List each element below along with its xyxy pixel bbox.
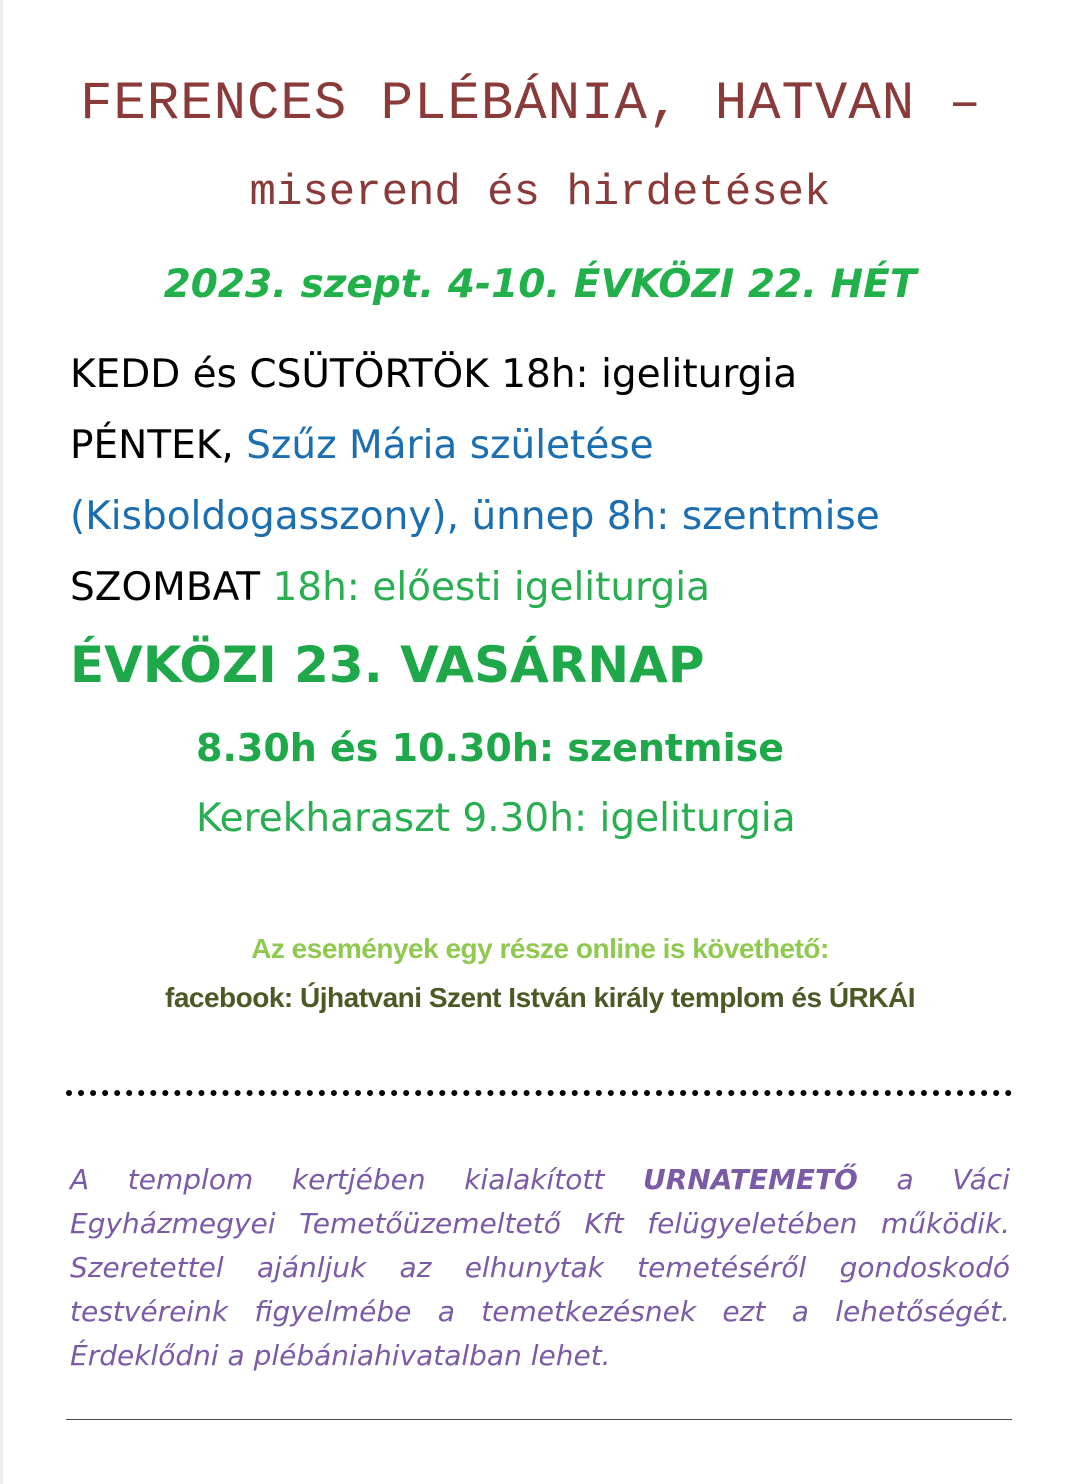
urn-cemetery-notice [70, 1158, 1010, 1378]
notice-text-rest: a Váci Egyházmegyei Temetőüzemeltető Kft felügyeletében működik. Szeretettel ajánljuk az elhunytak temetéséről gondoskodó testvéreink figyelmébe a temetkezésnek ezt a lehetőségét. Érdeklődni a plébániahivatalban lehet. [70, 1163, 1011, 1372]
online-notice: Az események egy része online is követhető: [251, 933, 829, 964]
saturday-day-label: SZOMBAT [70, 565, 273, 610]
notice-text-start: A templom kertjében kialakított [70, 1163, 644, 1196]
sunday-mass-times: 8.30h és 10.30h: szentmise [196, 726, 785, 770]
page-edge [0, 0, 3, 1484]
page-title: FERENCES PLÉBÁNIA, HATVAN – [80, 74, 982, 135]
sunday-heading: ÉVKÖZI 23. VASÁRNAP [70, 636, 705, 694]
schedule-saturday [70, 565, 710, 610]
schedule-friday [70, 423, 654, 468]
notice-emphasis: URNATEMETŐ [643, 1163, 858, 1196]
page-subtitle: miserend és hirdetések [249, 168, 831, 218]
schedule-friday-detail: (Kisboldogasszony), ünnep 8h: szentmise [70, 494, 880, 539]
kerekharaszt-service: Kerekharaszt 9.30h: igeliturgia [196, 796, 796, 841]
facebook-info: facebook: Újhatvani Szent István király templom és ÚRKÁI [165, 982, 915, 1013]
week-heading: 2023. szept. 4-10. ÉVKÖZI 22. HÉT [163, 262, 917, 307]
saturday-time: 18h: előesti igeliturgia [272, 565, 710, 610]
bottom-divider [66, 1419, 1012, 1420]
dotted-divider [66, 1090, 1012, 1096]
friday-day-label: PÉNTEK, [70, 423, 247, 468]
friday-feast-name: Szűz Mária születése [246, 423, 654, 468]
schedule-tue-thu: KEDD és CSÜTÖRTÖK 18h: igeliturgia [70, 352, 798, 397]
